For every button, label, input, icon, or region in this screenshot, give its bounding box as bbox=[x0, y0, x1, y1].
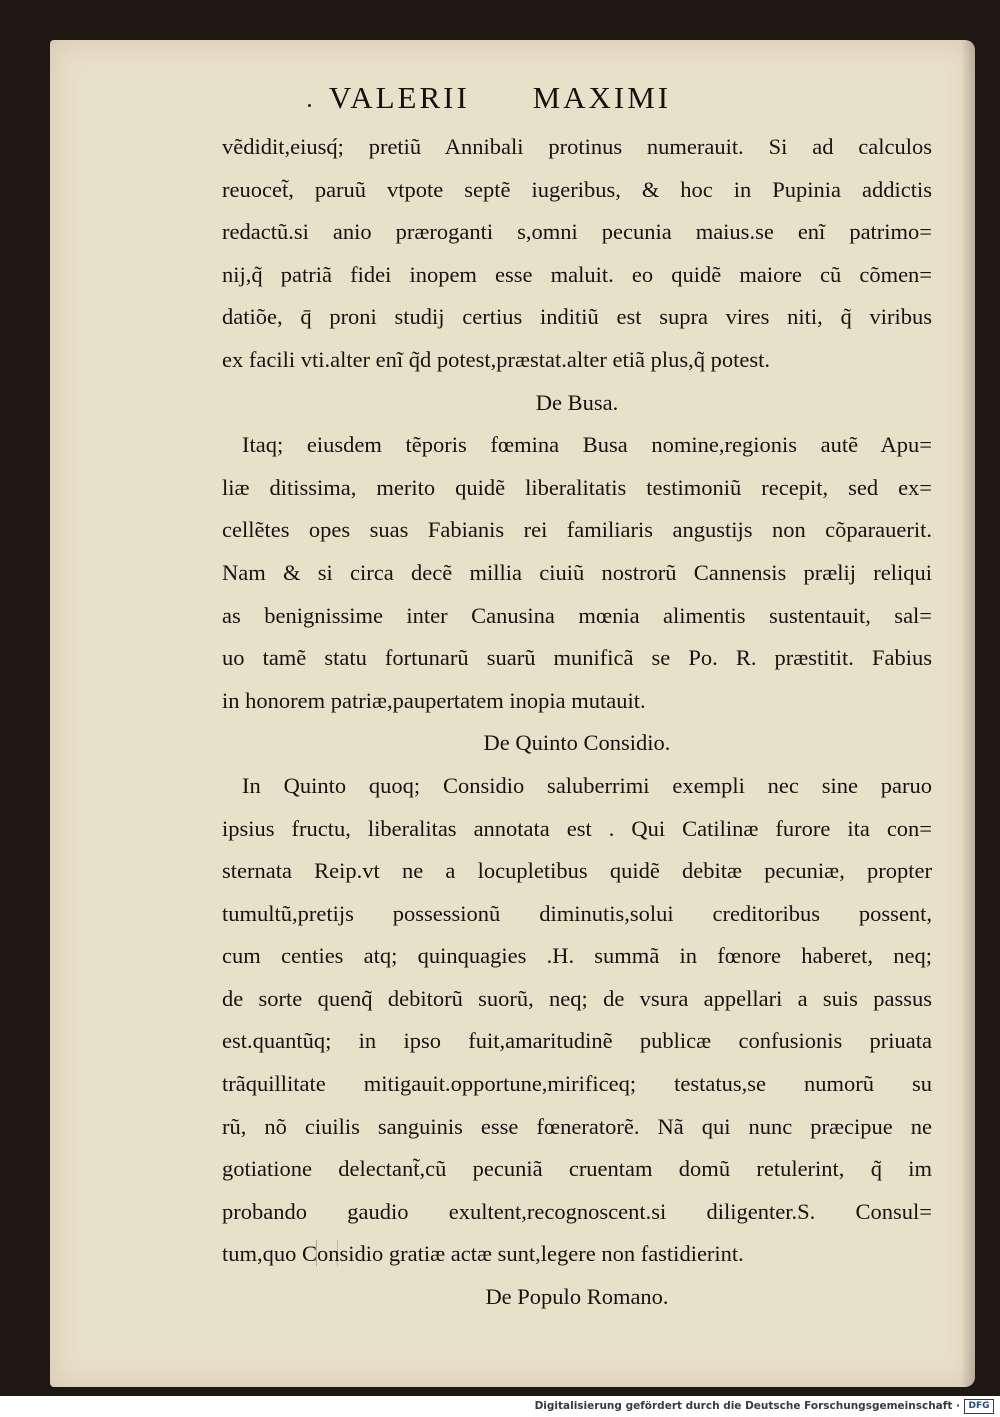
text-line: as benignissime inter Canusina mœnia alimentis sustentauit, sal= bbox=[222, 602, 932, 628]
footer-credit: Digitalisierung gefördert durch die Deutsche Forschungsgemeinschaft · bbox=[534, 1400, 960, 1412]
text-line: gotiatione delectant̃,cũ pecuniã cruentam domũ retulerint, q̃ im bbox=[222, 1156, 932, 1182]
running-head bbox=[0, 80, 1000, 116]
text-line: rũ, nõ ciuilis sanguinis esse fœneratorẽ. Nã qui nunc præcipue ne bbox=[222, 1113, 932, 1139]
text-line: probando gaudio exultent,recognoscent.si diligenter.S. Consul= bbox=[222, 1198, 932, 1224]
text-line: redactũ.si anio præroganti s,omni pecunia maius.se enĩ patrimo= bbox=[222, 219, 932, 245]
text-line: de sorte quenq̃ debitorũ suorũ, neq; de vsura appellari a suis passus bbox=[222, 985, 932, 1011]
text-line: tumultũ,pretijs possessionũ diminutis,solui creditoribus possent, bbox=[222, 900, 932, 926]
text-line: datiõe, q̄ proni studij certius inditiũ est supra vires niti, q̃ viribus bbox=[222, 304, 932, 330]
show-through-mark bbox=[316, 1240, 338, 1266]
text-line: ipsius fructu, liberalitas annotata est . Qui Catilinæ furore ita con= bbox=[222, 815, 932, 841]
text-line: Itaq; eiusdem tẽporis fœmina Busa nomine,regionis autẽ Apu= bbox=[242, 432, 932, 458]
section-heading: De Quinto Considio. bbox=[483, 730, 671, 756]
text-line: vẽdidit,eiusq́; pretiũ Annibali protinus numerauit. Si ad calculos bbox=[222, 134, 932, 159]
text-line: in honorem patriæ,paupertatem inopia mutauit. bbox=[222, 687, 646, 713]
text-line: cum centies atq; quinquagies .H. summã in fœnore haberet, neq; bbox=[222, 943, 932, 969]
text-line: nij,q̃ patriã fidei inopem esse maluit. eo quidẽ maiore cũ cõmen= bbox=[222, 261, 932, 287]
text-line: sternata Reip.vt ne a locupletibus quidẽ debitæ pecuniæ, propter bbox=[222, 858, 932, 884]
text-line: In Quinto quoq; Considio saluberrimi exempli nec sine paruo bbox=[242, 772, 932, 798]
text-line: cellẽtes opes suas Fabianis rei familiaris angustijs non cõparauerit. bbox=[222, 517, 932, 543]
text-block bbox=[222, 126, 932, 1319]
text-line: est.quantũq; in ipso fuit,amaritudinẽ publicæ confusionis priuata bbox=[222, 1028, 932, 1054]
text-line: ex facili vti.alter enĩ q̃d potest,præstat.alter etiã plus,q̃ potest. bbox=[222, 346, 770, 372]
text-line: liæ ditissima, merito quidẽ liberalitatis testimoniũ recepit, sed ex= bbox=[222, 474, 932, 500]
text-line: tum,quo Considio gratiæ actæ sunt,legere non fastidierint. bbox=[222, 1241, 744, 1267]
text-line: reuocet̃, paruũ vtpote septẽ iugeribus, & hoc in Pupinia addictis bbox=[222, 176, 932, 202]
running-head-right: MAXIMI bbox=[532, 80, 672, 115]
dfg-logo-icon: DFG bbox=[964, 1399, 994, 1414]
section-heading: De Populo Romano. bbox=[485, 1284, 669, 1310]
running-head-left: VALERII bbox=[328, 80, 470, 115]
text-line: uo tamẽ statu fortunarũ suarũ munificã se Po. R. præstitit. Fabius bbox=[222, 645, 932, 671]
text-line: trãquillitate mitigauit.opportune,mirificeq; testatus,se numorũ su bbox=[222, 1071, 932, 1097]
section-heading: De Busa. bbox=[535, 389, 619, 415]
text-line: Nam & si circa decẽ millia ciuiũ nostrorũ Cannensis prælij reliqui bbox=[222, 559, 932, 585]
